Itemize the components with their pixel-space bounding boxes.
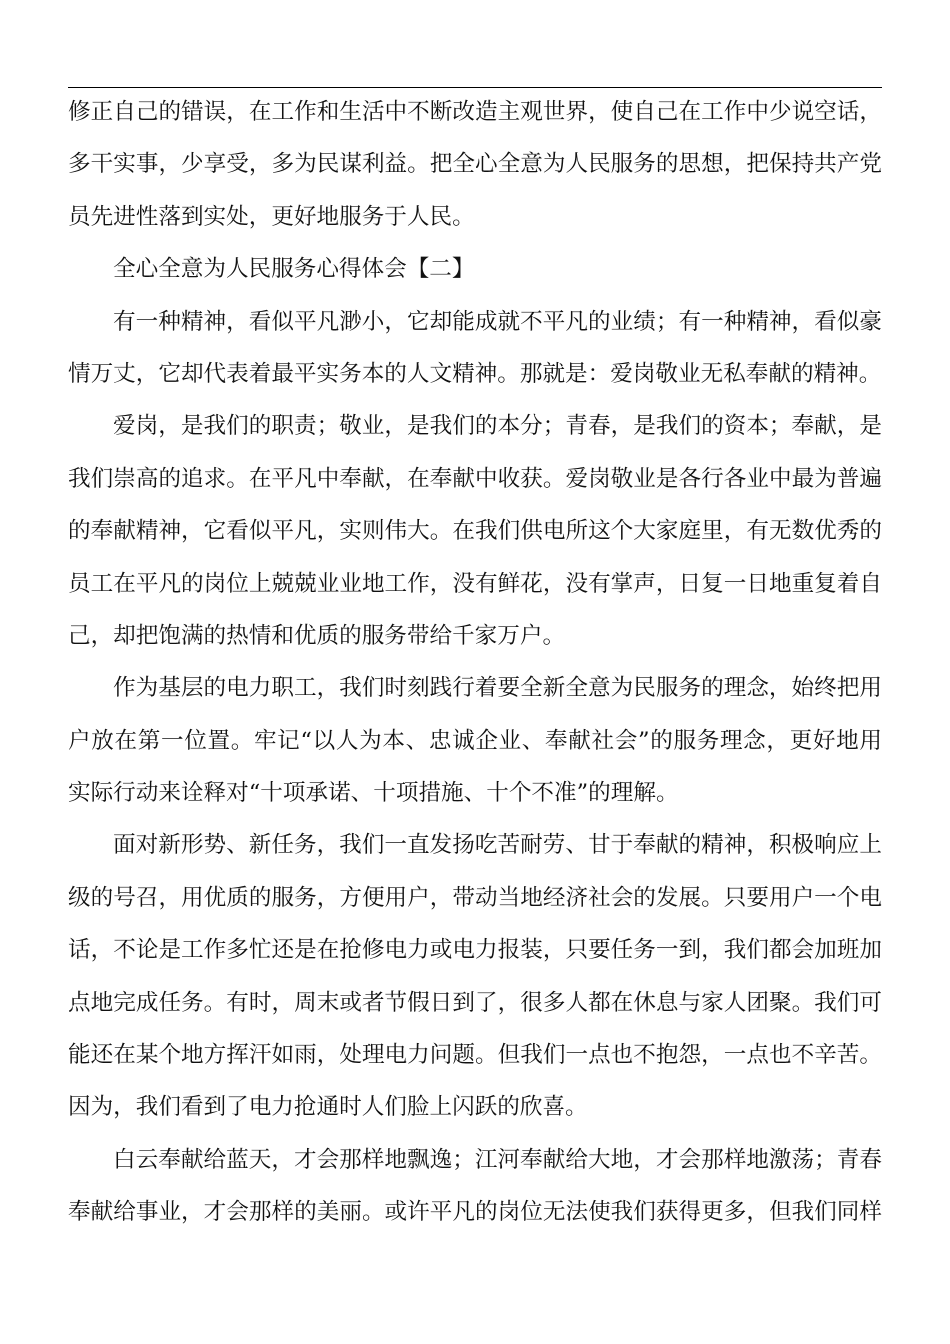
paragraph — [68, 672, 882, 829]
paragraph-line: 情万丈，它却代表着最平实务本的人文精神。那就是：爱岗敬业无私奉献的精神。 — [68, 360, 882, 387]
paragraph-line: 爱岗，是我们的职责；敬业，是我们的本分；青春，是我们的资本；奉献，是 — [113, 413, 882, 440]
section-heading — [68, 253, 882, 305]
paragraph — [68, 306, 882, 411]
header-rule — [68, 87, 882, 88]
paragraph-line: 作为基层的电力职工，我们时刻践行着要全新全意为民服务的理念，始终把用 — [113, 675, 882, 702]
paragraph — [68, 829, 882, 1143]
paragraph-continuation — [68, 96, 882, 253]
paragraph-line: 实际行动来诠释对“十项承诺、十项措施、十个不准”的理解。 — [68, 780, 679, 807]
section-heading-text: 全心全意为人民服务心得体会【二】 — [113, 256, 475, 283]
paragraph-line: 能还在某个地方挥汗如雨，处理电力问题。但我们一点也不抱怨，一点也不辛苦。 — [68, 1042, 882, 1069]
paragraph-line: 员先进性落到实处，更好地服务于人民。 — [68, 203, 475, 230]
paragraph-line: 我们崇高的追求。在平凡中奉献，在奉献中收获。爱岗敬业是各行各业中最为普遍 — [68, 465, 882, 492]
paragraph-line: 的奉献精神，它看似平凡，实则伟大。在我们供电所这个大家庭里，有无数优秀的 — [68, 518, 882, 545]
paragraph-line: 话，不论是工作多忙还是在抢修电力或电力报装，只要任务一到，我们都会加班加 — [68, 937, 882, 964]
paragraph — [68, 410, 882, 672]
paragraph-line: 户放在第一位置。牢记“以人为本、忠诚企业、奉献社会”的服务理念，更好地用 — [68, 727, 882, 754]
paragraph-line: 白云奉献给蓝天，才会那样地飘逸；江河奉献给大地，才会那样地激荡；青春 — [113, 1146, 882, 1173]
paragraph-line: 面对新形势、新任务，我们一直发扬吃苦耐劳、甘于奉献的精神，积极响应上 — [113, 832, 882, 859]
paragraph — [68, 1144, 882, 1249]
paragraph-line: 奉献给事业，才会那样的美丽。或许平凡的岗位无法使我们获得更多，但我们同样 — [68, 1199, 882, 1226]
paragraph-line: 修正自己的错误，在工作和生活中不断改造主观世界，使自己在工作中少说空话， — [68, 99, 882, 125]
paragraph-line: 多干实事，少享受，多为民谋利益。把全心全意为人民服务的思想，把保持共产党 — [68, 151, 882, 178]
paragraph-line: 级的号召，用优质的服务，方便用户，带动当地经济社会的发展。只要用户一个电 — [68, 884, 882, 911]
paragraph-line: 员工在平凡的岗位上兢兢业业地工作，没有鲜花，没有掌声，日复一日地重复着自 — [68, 570, 882, 597]
paragraph-line: 因为，我们看到了电力抢通时人们脸上闪跃的欣喜。 — [68, 1094, 588, 1121]
paragraph-line: 己，却把饱满的热情和优质的服务带给千家万户。 — [68, 622, 566, 649]
paragraph-line: 有一种精神，看似平凡渺小，它却能成就不平凡的业绩；有一种精神，看似豪 — [113, 308, 882, 335]
document-body — [68, 96, 882, 1249]
paragraph-line: 点地完成任务。有时，周末或者节假日到了，很多人都在休息与家人团聚。我们可 — [68, 989, 882, 1016]
